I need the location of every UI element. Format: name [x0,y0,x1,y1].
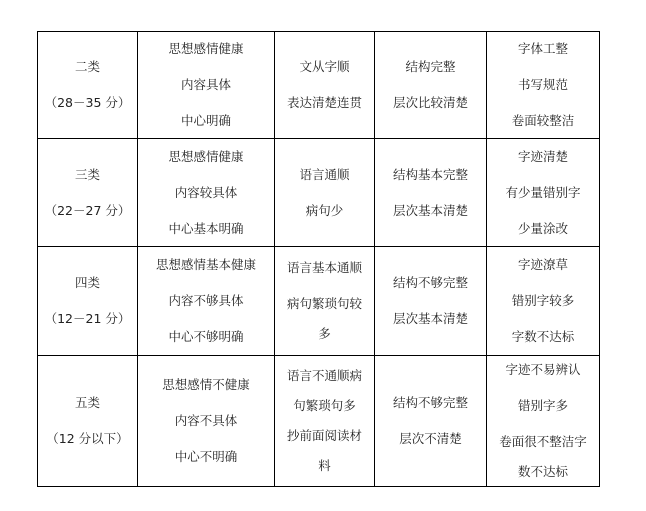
table-row [38,32,600,139]
structure-line: 结构完整 [405,59,456,75]
content-line: 中心不够明确 [168,329,244,345]
content-line: 思想感情健康 [168,148,244,164]
grade-cell [38,32,138,139]
writing-line: 字迹不易辨认 [505,361,581,377]
content-line: 中心不明确 [174,448,238,464]
grade-cell [38,247,138,355]
writing-line: 有少量错别字 [505,184,581,200]
language-line: 句繁琐句多 [293,397,356,413]
writing-line: 字迹清楚 [517,148,568,164]
writing-line: 字迹潦草 [517,257,568,273]
language-line: 多 [318,326,331,342]
structure-line: 层次比较清楚 [392,95,468,111]
language-cell [275,355,375,486]
content-line: 中心明确 [180,113,231,129]
table-row [38,355,600,486]
structure-line: 结构不够完整 [392,275,468,291]
language-cell [275,139,375,247]
writing-line: 卷面很不整洁字 [499,433,587,449]
content-cell [138,32,275,139]
score-range: （12 分以下） [46,430,129,446]
writing-line: 书写规范 [517,77,568,93]
score-range: （12－21 分） [44,311,131,327]
language-line: 病句繁琐句较 [286,296,362,312]
structure-line: 层次基本清楚 [392,202,468,218]
content-line: 内容具体 [180,77,231,93]
content-cell [138,247,275,355]
writing-cell [487,355,600,486]
structure-line: 层次不清楚 [399,430,462,446]
language-cell [275,247,375,355]
score-range: （22－27 分） [44,202,131,218]
writing-cell [487,139,600,247]
language-line: 抄前面阅读材 [286,427,362,443]
grade-cell [38,355,138,486]
content-cell [138,355,275,486]
writing-line: 错别字较多 [511,293,575,309]
writing-cell [487,247,600,355]
content-line: 思想感情基本健康 [155,257,256,273]
grade-cell [38,139,138,247]
language-line: 表达清楚连贯 [286,95,362,111]
writing-line: 字数不达标 [511,329,575,345]
grade-label: 二类 [74,59,100,75]
grade-label: 四类 [74,275,100,291]
structure-line: 结构基本完整 [392,166,468,182]
writing-line: 数不达标 [517,463,568,479]
content-line: 思想感情健康 [168,41,244,57]
structure-line: 结构不够完整 [392,394,468,410]
grade-label: 五类 [74,394,100,410]
content-line: 内容不够具体 [168,293,244,309]
language-cell [275,32,375,139]
content-line: 内容较具体 [174,184,238,200]
content-line: 内容不具体 [174,412,238,428]
content-line: 中心基本明确 [168,220,244,236]
writing-line: 卷面较整洁 [511,113,575,129]
structure-line: 层次基本清楚 [392,311,468,327]
writing-cell [487,32,600,139]
language-line: 语言基本通顺 [286,260,362,276]
structure-cell [375,139,487,247]
language-line: 语言通顺 [299,166,350,182]
table-row [38,247,600,355]
language-line: 语言不通顺病 [286,367,362,383]
writing-line: 字体工整 [517,41,568,57]
writing-line: 错别字多 [517,397,568,413]
content-cell [138,139,275,247]
grading-criteria-table [37,31,600,487]
table-row [38,139,600,247]
content-line: 思想感情不健康 [162,376,250,392]
language-line: 文从字顺 [299,59,350,75]
writing-line: 少量涂改 [517,220,568,236]
structure-cell [375,32,487,139]
structure-cell [375,355,487,486]
score-range: （28－35 分） [44,95,131,111]
language-line: 病句少 [305,202,344,218]
structure-cell [375,247,487,355]
language-line: 料 [318,457,331,473]
grade-label: 三类 [74,166,100,182]
